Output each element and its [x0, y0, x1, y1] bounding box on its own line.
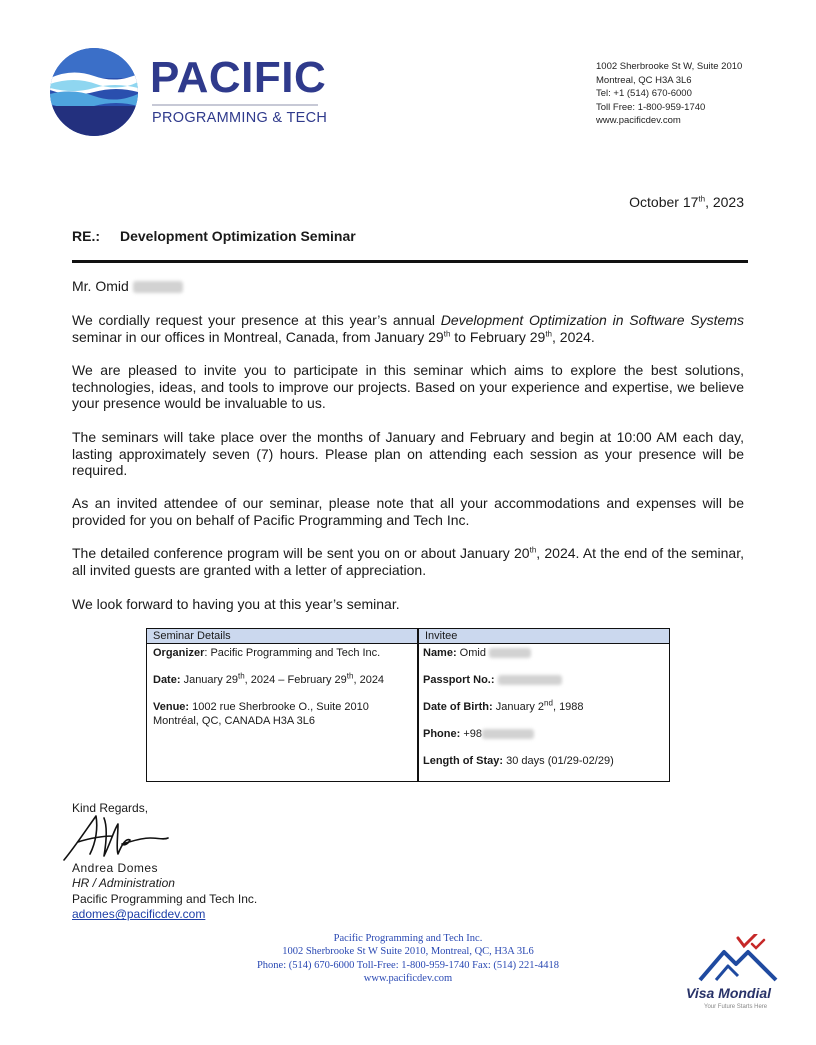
- paragraph-program: [72, 545, 744, 578]
- footer-phone: Phone: (514) 670-6000 Toll-Free: 1-800-959-1740 Fax: (514) 221-4418: [256, 959, 560, 971]
- mountain-check-logo-icon: [686, 934, 790, 986]
- para1-sup2: th: [545, 328, 552, 338]
- phone-label: Phone:: [423, 728, 461, 740]
- website-line: www.pacificdev.com: [596, 115, 681, 127]
- para1-part2: seminar in our offices in Montreal, Canada, from January 29: [72, 328, 444, 345]
- phone-cell: [423, 727, 534, 741]
- handwritten-signature-icon: [60, 808, 172, 864]
- tel-line: Tel: +1 (514) 670-6000: [596, 88, 692, 100]
- date-part3: , 2024: [353, 674, 385, 686]
- address-line-1: 1002 Sherbrooke St W, Suite 2010: [596, 61, 743, 72]
- subject-line: [72, 228, 356, 244]
- organizer-label: Organizer: [153, 647, 205, 659]
- letter-date: [629, 194, 744, 210]
- dob-part1: January 2: [492, 701, 545, 713]
- para1-part4: , 2024.: [552, 328, 595, 345]
- brand-name: PACIFIC: [150, 53, 327, 102]
- redacted-phone-number: [482, 729, 534, 739]
- date-suffix: th: [698, 194, 706, 204]
- signer-email-link[interactable]: adomes@pacificdev.com: [72, 907, 206, 922]
- seminar-title-italic: Development Optimization in Software Systems: [440, 312, 744, 328]
- stay-value: 30 days (01/29-02/29): [503, 755, 614, 767]
- date-part1: January 29: [180, 674, 238, 686]
- salutation-text: Mr. Omid: [72, 278, 129, 294]
- date-label: Date:: [153, 674, 181, 686]
- paragraph-closing: We look forward to having you at this year’s seminar.: [72, 596, 400, 612]
- stay-label: Length of Stay:: [423, 755, 504, 767]
- kind-regards: Kind Regards,: [72, 801, 149, 815]
- footer-website: www.pacificdev.com: [363, 973, 453, 985]
- venue-line1: 1002 rue Sherbrooke O., Suite 2010: [189, 701, 369, 713]
- invitee-name-cell: [423, 646, 531, 660]
- signer-block: [72, 861, 257, 923]
- paragraph-schedule: The seminars will take place over the months of January and February and begin at 10:00 AM each day, lasting approximately seven (7) hours. Please plan on attending each session as your presence will be required.: [72, 429, 744, 479]
- date-cell: [153, 673, 384, 687]
- name-label: Name:: [423, 647, 457, 659]
- table-header-row: [147, 629, 669, 644]
- phone-value: +98: [460, 728, 482, 740]
- para1-part3: to February 29: [450, 328, 546, 345]
- paragraph-invitation: [72, 312, 744, 345]
- passport-label: Passport No.:: [423, 674, 495, 686]
- para1-sup1: th: [443, 328, 451, 338]
- signer-name: Andrea Domes: [72, 861, 159, 875]
- date-sup1: th: [238, 671, 245, 681]
- date-month-day: October 17: [629, 194, 699, 210]
- organizer-value: : Pacific Programming and Tech Inc.: [204, 647, 381, 659]
- para1-part1: We cordially request your presence at this year’s annual: [72, 312, 441, 328]
- header-invitee: Invitee: [425, 630, 458, 642]
- letterhead-address: [596, 60, 742, 128]
- dob-cell: [423, 700, 584, 714]
- brand-divider: [152, 104, 318, 106]
- footer-address: 1002 Sherbrooke St W Suite 2010, Montreal, QC, H3A 3L6: [282, 946, 534, 958]
- re-label: RE.:: [72, 228, 100, 244]
- para5-part2: , 2024. At the end of the seminar, all invited guests are granted with a letter of appreciation.: [72, 545, 744, 578]
- dob-sup: nd: [544, 698, 553, 708]
- paragraph-accommodations: As an invited attendee of our seminar, please note that all your accommodations and expenses will be provided for you on behalf of Pacific Programming and Tech Inc.: [72, 495, 744, 528]
- letterhead: [0, 0, 816, 150]
- toll-free-line: Toll Free: 1-800-959-1740: [596, 101, 706, 113]
- address-line-2: Montreal, QC H3A 3L6: [596, 74, 692, 86]
- date-year: , 2023: [705, 194, 744, 210]
- wave-circle-logo-icon: [50, 48, 138, 136]
- visa-mondial-name: Visa Mondial: [686, 985, 772, 1001]
- signer-company: Pacific Programming and Tech Inc.: [72, 891, 258, 906]
- visa-mondial-tagline: Your Future Starts Here: [704, 1004, 768, 1010]
- header-seminar-details: Seminar Details: [153, 630, 231, 642]
- footer-company: Pacific Programming and Tech Inc.: [333, 933, 483, 944]
- seminar-details-table: [146, 628, 670, 782]
- subject-divider: [72, 260, 748, 263]
- re-subject: Development Optimization Seminar: [120, 228, 356, 244]
- para5-part1: The detailed conference program will be sent you on or about January 20: [72, 545, 530, 561]
- paragraph-participate: We are pleased to invite you to participate in this seminar which aims to explore the best solutions, technologies, ideas, and tools to improve our projects. Based on your experience and expertise, we believe your presence would be invaluable to us.: [72, 362, 744, 412]
- venue-label: Venue:: [153, 701, 190, 713]
- passport-cell: [423, 673, 562, 687]
- date-sup2: th: [346, 671, 354, 681]
- redacted-surname: [133, 281, 183, 293]
- brand-subtitle: PROGRAMMING & TECH: [152, 110, 328, 126]
- signer-title: HR / Administration: [72, 876, 175, 891]
- venue-cell: [153, 700, 369, 728]
- redacted-passport-number: [498, 675, 562, 685]
- redacted-invitee-surname: [489, 648, 531, 658]
- name-value: Omid: [456, 647, 486, 659]
- venue-line2: Montréal, QC, CANADA H3A 3L6: [153, 715, 316, 727]
- dob-part2: , 1988: [552, 701, 584, 713]
- salutation: [72, 278, 744, 295]
- para5-sup: th: [529, 545, 537, 555]
- dob-label: Date of Birth:: [423, 701, 493, 713]
- date-part2: , 2024 – February 29: [244, 674, 347, 686]
- organizer-cell: [153, 646, 380, 660]
- length-of-stay-cell: [423, 754, 614, 768]
- table-column-divider: [417, 629, 419, 781]
